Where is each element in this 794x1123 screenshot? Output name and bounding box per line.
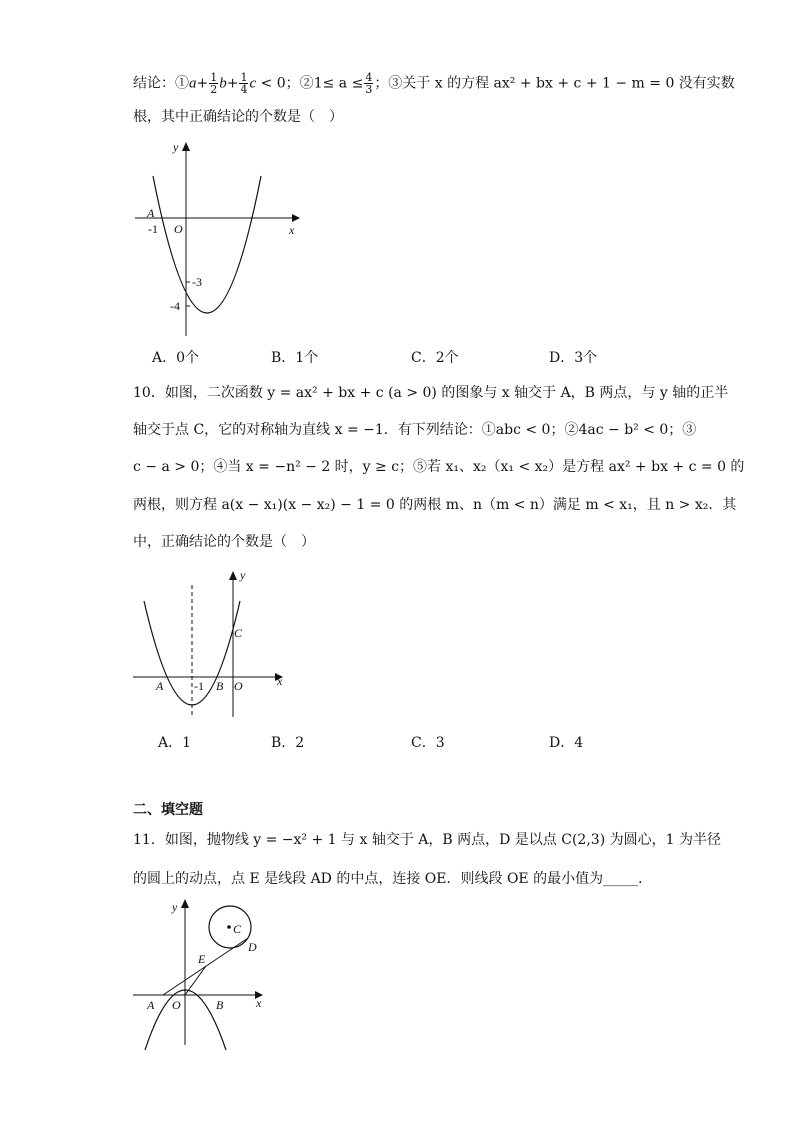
q9-line2: 根，其中正确结论的个数是（ ） — [133, 109, 343, 125]
q10-B-label: B — [216, 679, 224, 693]
q11-O-label: O — [172, 998, 181, 1012]
q10-A-label: A — [156, 679, 164, 693]
q9-c1-frac1 — [209, 72, 218, 95]
q9-c2-frac-den: 3 — [365, 83, 373, 96]
q9-c1-frac1-num: 1 — [210, 71, 218, 84]
q10-O-label: O — [234, 679, 243, 693]
q11-B-label: B — [216, 998, 224, 1012]
q9-option-a[interactable]: A．0个 — [152, 350, 200, 366]
q10-option-d[interactable]: D．4 — [549, 735, 584, 751]
q10-C-label: C — [234, 626, 243, 640]
q10-y-arrow — [229, 571, 237, 580]
q9-c2-frac-num: 4 — [365, 71, 373, 84]
q11-line2: 的圆上的动点，点 E 是线段 AD 的中点，连接 OE．则线段 OE 的最小值为_____． — [133, 871, 653, 887]
q11-E-label: E — [198, 952, 206, 966]
q11-x-label: x — [256, 996, 262, 1010]
section-heading-fill-in: 二、填空题 — [133, 802, 203, 818]
q11-y-arrow — [181, 899, 189, 908]
q9-c2-text: 1≤ a ≤ — [313, 75, 364, 92]
q9-c3-text: ；③关于 x 的方程 ax² + bx + c + 1 − m = 0 没有实数 — [374, 75, 735, 92]
q10-line1: 10．如图，二次函数 y = ax² + bx + c (a > 0) 的图象与 x 轴交于 A，B 两点，与 y 轴的正半 — [133, 385, 729, 401]
q9-x-arrow — [292, 214, 300, 222]
q9-x-label: x — [289, 223, 295, 237]
q9-prefix: 结论：① — [133, 75, 189, 92]
q9-option-c[interactable]: C．2个 — [411, 350, 459, 366]
q9-neg4-label: -4 — [170, 299, 180, 313]
q9-c1-frac2 — [239, 72, 248, 95]
q11-segment-oe — [185, 966, 206, 995]
q9-A-label: A — [147, 206, 155, 220]
q9-c1-frac2-den: 4 — [240, 83, 248, 96]
q9-graph — [130, 138, 305, 338]
q9-c1-frac2-num: 1 — [240, 71, 248, 84]
q9-c1-plus1: + — [196, 75, 209, 92]
q9-c1-b: b — [219, 75, 227, 92]
q9-c2-frac — [364, 72, 373, 95]
q9-conclusions-line — [133, 72, 735, 95]
q10-option-a[interactable]: A．1 — [158, 735, 192, 751]
q9-parabola — [153, 176, 261, 313]
q11-center-c-dot — [227, 925, 231, 929]
q9-y-arrow — [182, 142, 190, 151]
q9-O-label: O — [174, 222, 183, 236]
q10-option-b[interactable]: B．2 — [271, 735, 305, 751]
q11-graph — [130, 895, 270, 1055]
q11-D-label: D — [248, 940, 257, 954]
q9-option-d[interactable]: D．3个 — [549, 350, 598, 366]
q11-y-label: y — [172, 900, 178, 914]
q9-neg1-label: -1 — [148, 222, 158, 236]
q10-line2: 轴交于点 C，它的对称轴为直线 x = −1．有下列结论：①abc < 0；②4ac − b² < 0；③ — [133, 422, 697, 438]
q9-c1-a: a — [189, 75, 197, 92]
q11-line1: 11．如图，抛物线 y = −x² + 1 与 x 轴交于 A，B 两点，D 是以点 C(2,3) 为圆心，1 为半径 — [133, 832, 721, 848]
q10-option-c[interactable]: C．3 — [411, 735, 445, 751]
q10-neg1-label: -1 — [194, 679, 204, 693]
q10-y-label: y — [240, 568, 246, 582]
q9-y-label: y — [173, 140, 179, 154]
q9-c1-plus2: + — [226, 75, 239, 92]
q11-C-label: C — [233, 922, 242, 936]
q10-line3: c − a > 0；④当 x = −n² − 2 时，y ≥ c；⑤若 x₁、x₂（x₁ < x₂）是方程 ax² + bx + c = 0 的 — [133, 459, 745, 475]
q10-line5: 中，正确结论的个数是（ ） — [133, 534, 315, 550]
q11-A-label: A — [147, 998, 155, 1012]
q10-graph — [130, 567, 290, 722]
q9-c1-c: c — [249, 75, 257, 92]
q9-c1-frac1-den: 2 — [210, 83, 218, 96]
q9-neg3-label: -3 — [192, 275, 202, 289]
q9-c1-lt0: < 0；② — [256, 75, 314, 92]
q10-line4: 两根，则方程 a(x − x₁)(x − x₂) − 1 = 0 的两根 m、n（m < n）满足 m < x₁，且 n > x₂．其 — [133, 497, 737, 513]
q10-x-label: x — [277, 674, 283, 688]
q9-option-b[interactable]: B．1个 — [271, 350, 319, 366]
